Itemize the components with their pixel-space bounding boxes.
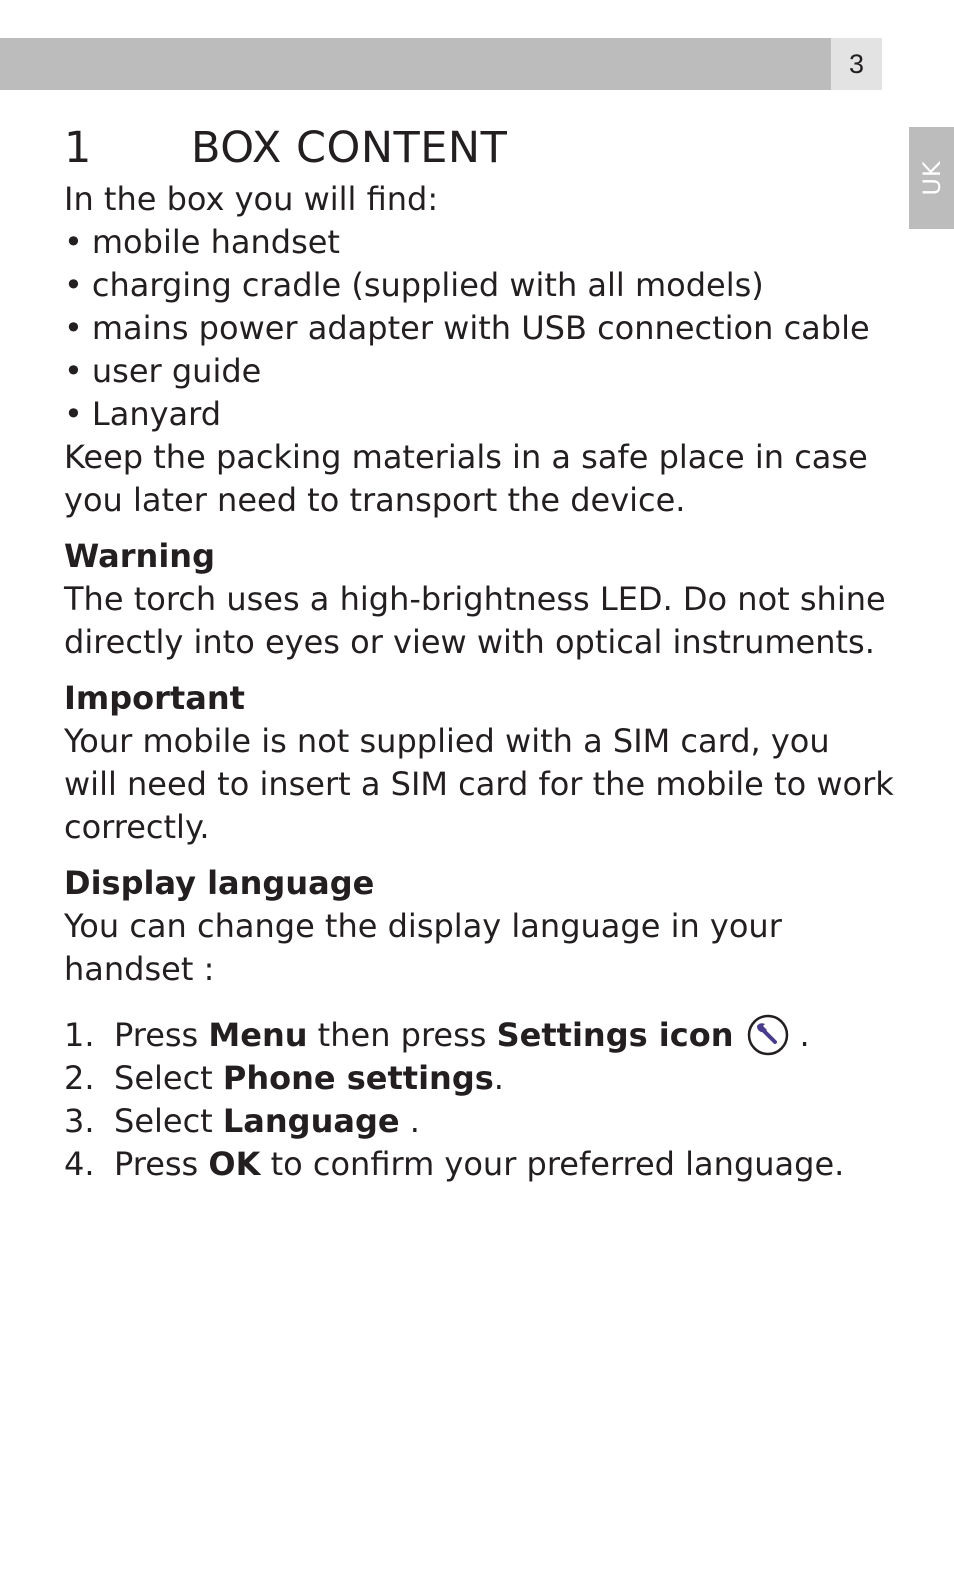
page-number-text: 3 [848, 48, 865, 79]
section-number: 1 [64, 123, 92, 173]
packing-note-line-1: Keep the packing materials in a safe place in case [64, 438, 868, 476]
step-text: Press Menu then press Settings icon [114, 1015, 734, 1054]
step-item [64, 1100, 894, 1143]
box-content-list [64, 221, 894, 436]
important-line-2: will need to insert a SIM card for the mobile to work [64, 765, 894, 803]
step-item [64, 1143, 894, 1186]
step-text: Select Phone settings. [114, 1059, 504, 1097]
page-content [64, 118, 894, 1186]
list-item: • mobile handset [64, 221, 894, 264]
step-item [64, 1013, 894, 1057]
warning-line-1: The torch uses a high-brightness LED. Do not shine [64, 580, 886, 618]
important-heading: Important [64, 679, 245, 717]
box-intro: In the box you will find: [64, 180, 439, 218]
section-heading [64, 118, 894, 178]
list-item: • Lanyard [64, 393, 894, 436]
step-number: 3. [64, 1102, 95, 1140]
language-tab [909, 127, 954, 229]
language-steps [64, 1013, 894, 1186]
step-item [64, 1057, 894, 1100]
step-text-end: . [799, 1015, 810, 1054]
wrench-icon [746, 1013, 790, 1057]
section-title: BOX CONTENT [191, 123, 508, 173]
display-language-heading: Display language [64, 864, 375, 902]
list-item: • mains power adapter with USB connection cable [64, 307, 894, 350]
header-bar [0, 38, 831, 90]
step-number: 2. [64, 1059, 95, 1097]
step-number: 1. [64, 1015, 95, 1054]
step-text: Select Language . [114, 1102, 420, 1140]
warning-line-2: directly into eyes or view with optical instruments. [64, 623, 875, 661]
important-line-1: Your mobile is not supplied with a SIM card, you [64, 722, 830, 760]
packing-note-line-2: you later need to transport the device. [64, 481, 686, 519]
language-tab-label: UK [917, 160, 946, 196]
important-line-3: correctly. [64, 808, 210, 846]
list-item: • charging cradle (supplied with all models) [64, 264, 894, 307]
display-language-line-2: handset : [64, 950, 215, 988]
warning-heading: Warning [64, 537, 215, 575]
display-language-line-1: You can change the display language in your [64, 907, 782, 945]
step-number: 4. [64, 1145, 95, 1183]
page-number [831, 38, 882, 90]
list-item: • user guide [64, 350, 894, 393]
step-text: Press OK to confirm your preferred language. [114, 1145, 845, 1183]
